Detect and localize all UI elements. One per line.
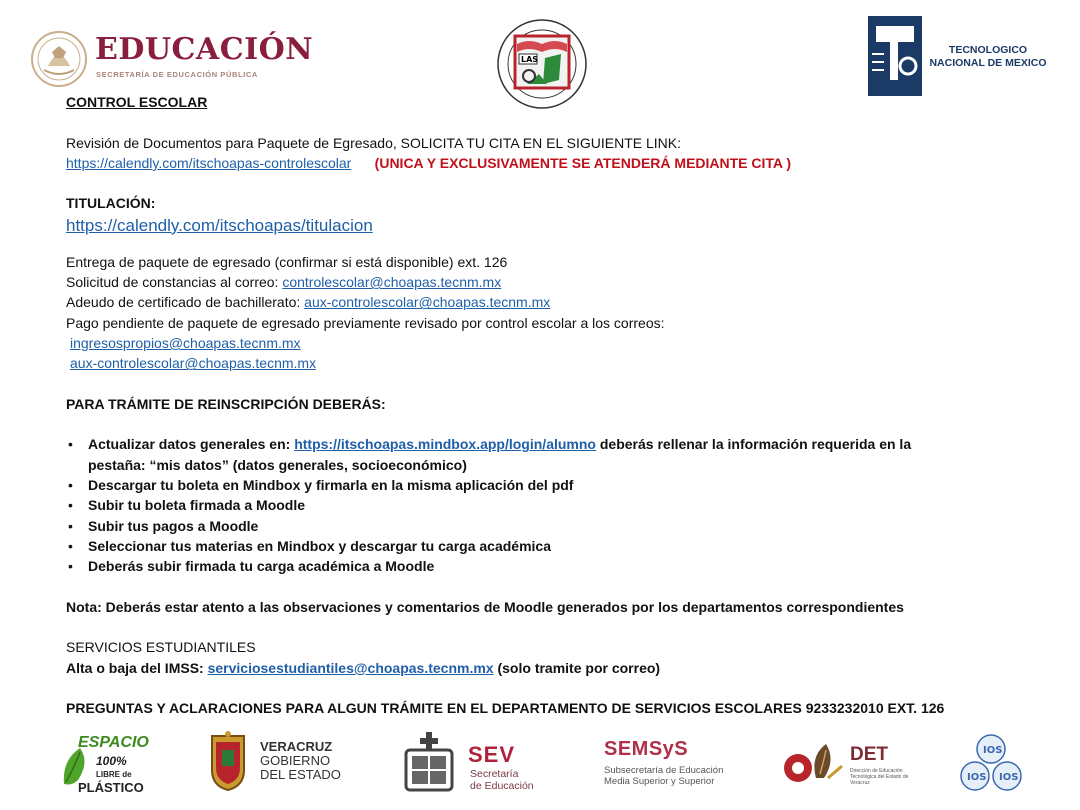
imss-row [66,658,1056,678]
entrega-paquete: Entrega de paquete de egresado (confirmar si está disponible) ext. 126 [66,253,508,270]
control-escolar-intro: Revisión de Documentos para Paquete de Egresado, SOLICITA TU CITA EN EL SIGUIENTE LINK: [66,134,681,151]
mindbox-login-link[interactable]: https://itschoapas.mindbox.app/login/alumno [294,436,596,453]
list-item: • Seleccionar tus materias en Mindbox y descargar tu carga académica [66,536,1056,556]
list-item [66,434,1056,454]
semsys-sub1: Subsecretaría de Educación [604,765,724,776]
veracruz-line3: DEL ESTADO [260,767,341,782]
veracruz-shield-icon [208,730,248,792]
sep-logo [30,28,314,92]
reinscripcion-list [66,434,1056,576]
ingresos-propios-email-link[interactable]: ingresospropios@choapas.tecnm.mx [70,334,301,351]
tecnm-logo [862,10,1062,102]
tecnm-line2: NACIONAL DE MEXICO [929,57,1047,69]
constancias-label: Solicitud de constancias al correo: [66,274,283,291]
pago-email2-row [66,353,1056,373]
ios-text-1: IOS [983,745,1003,756]
sev-logo [398,730,558,796]
espacio-percent: 100% [96,754,127,768]
det-logo [780,738,930,798]
adeudo-label: Adeudo de certificado de bachillerato: [66,294,305,311]
item1-suffix: deberás rellenar la información requerida en la [595,436,912,453]
ios-text-3: IOS [999,772,1019,783]
veracruz-logo [208,730,348,796]
imss-suffix: (solo tramite por correo) [493,659,661,676]
sev-sub1: Secretaría [470,768,519,780]
main-content [66,92,1056,719]
constancias-row [66,272,1056,292]
semsys-subtitle [604,765,754,787]
pago-email1-row [66,333,1056,353]
tecnm-name [928,44,1048,70]
semsys-logo [604,738,754,798]
espacio-libre: LIBRE de [96,770,132,779]
espacio-plastico: PLÁSTICO [78,780,144,795]
list-item: • Descargar tu boleta en Mindbox y firmarla en la misma aplicación del pdf [66,475,1056,495]
item1-continuation: pestaña: “mis datos” (datos generales, socioeconómico) [88,456,467,473]
header-logos [0,0,1080,100]
det-title: DET [850,744,888,765]
semsys-sub2: Media Superior y Superior [604,776,715,787]
espacio-word: ESPACIO [78,734,149,751]
adeudo-email-link[interactable]: aux-controlescolar@choapas.tecnm.mx [304,294,551,311]
sev-title: SEV [468,742,516,767]
list-item: • Subir tus pagos a Moodle [66,516,1056,536]
sep-subtitle: SECRETARÍA DE EDUCACIÓN PÚBLICA [96,70,258,79]
constancias-email-link[interactable]: controlescolar@choapas.tecnm.mx [282,274,502,291]
sep-title: EDUCACIÓN [95,32,314,67]
veracruz-text [260,740,341,782]
sev-sub2: de Educación [470,780,534,792]
titulacion-heading: TITULACIÓN: [66,195,156,212]
semsys-title: SEMSyS [604,738,689,760]
det-emblem-icon [780,738,850,788]
ios-text-2: IOS [967,772,987,783]
list-item: • Deberás subir firmada tu carga académica a Moodle [66,556,1056,576]
aux-controlescolar-email-link[interactable]: aux-controlescolar@choapas.tecnm.mx [70,355,317,372]
item1-prefix: Actualizar datos generales en: [88,436,295,453]
sev-subtitle [470,768,534,792]
pago-pendiente-label: Pago pendiente de paquete de egresado previamente revisado por control escolar a los correos: [66,314,665,331]
mexico-seal-icon [30,30,88,88]
espacio-libre-plastico-logo [60,730,160,800]
reinscripcion-heading: PARA TRÁMITE DE REINSCRIPCIÓN DEBERÁS: [66,395,386,412]
titulacion-calendly-link[interactable]: https://calendly.com/itschoapas/titulacion [66,215,373,235]
tecnm-line1: TECNOLOGICO [948,44,1028,56]
veracruz-line1: VERACRUZ [260,739,333,754]
list-item: • Subir tu boleta firmada a Moodle [66,495,1056,515]
cita-notice: (UNICA Y EXCLUSIVAMENTE SE ATENDERÁ MEDIANTE CITA ) [374,154,792,171]
tecnm-gear-icon [862,10,928,102]
sev-emblem-icon [398,730,460,794]
servicios-heading: SERVICIOS ESTUDIANTILES [66,639,256,656]
veracruz-line2: GOBIERNO [260,753,331,768]
nota-text: Nota: Deberás estar atento a las observaciones y comentarios de Moodle generados por los departamentos correspondientes [66,598,904,615]
ios-logo [958,732,1024,794]
footer-logos [0,724,1080,810]
titulacion-link-row [66,214,1056,238]
control-escolar-link-row [66,153,1056,173]
imss-label: Alta o baja del IMSS: [66,659,208,676]
its-badge-text: LAS [521,55,539,64]
control-escolar-heading: CONTROL ESCOLAR [66,94,208,110]
preguntas-text: PREGUNTAS Y ACLARACIONES PARA ALGUN TRÁMITE EN EL DEPARTAMENTO DE SERVICIOS ESCOLARES 9233232010 EXT. 126 [66,700,945,717]
servicios-email-link[interactable]: serviciosestudiantiles@choapas.tecnm.mx [207,659,494,676]
det-subtitle: Dirección de Educación Tecnológica del Estado de Veracruz [850,768,909,786]
control-escolar-calendly-link[interactable]: https://calendly.com/itschoapas-controlescolar [66,154,352,171]
adeudo-row [66,292,1056,312]
